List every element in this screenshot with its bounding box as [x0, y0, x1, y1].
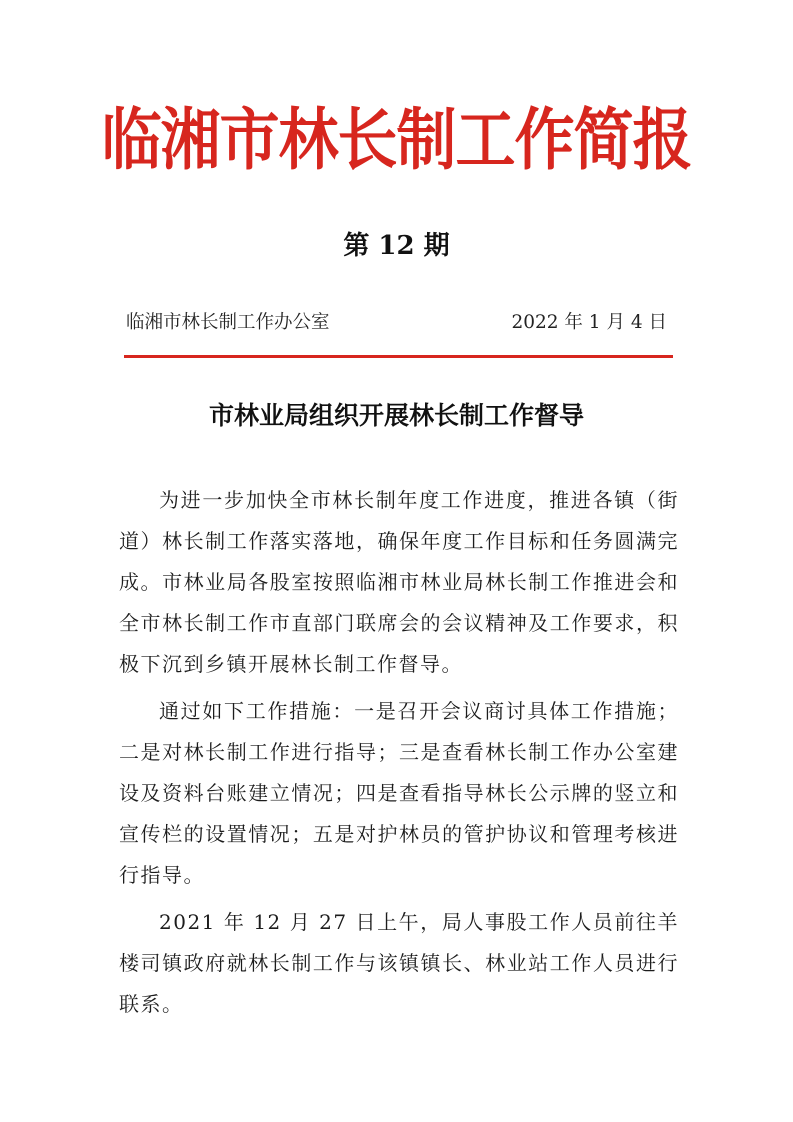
issue-number: 第 12 期 — [343, 231, 450, 261]
bulletin-masthead: 临湘市林长制工作简报 — [101, 101, 692, 180]
issue-date: 2022 年 1 月 4 日 — [511, 312, 667, 333]
paragraph-1: 为进一步加快全市林长制年度工作进度，推进各镇（街道）林长制工作落实落地，确保年度工作目标和任务圆满完成。市林业局各股室按照临湘市林业局林长制工作推进会和全市林长制工作市直部门联席会的会议精神及工作要求，积极下沉到乡镇开展林长制工作督导。 — [119, 488, 679, 676]
issuing-office: 临湘市林长制工作办公室 — [126, 312, 330, 333]
paragraph-2: 通过如下工作措施：一是召开会议商讨具体工作措施；二是对林长制工作进行指导；三是查看林长制工作办公室建设及资料台账建立情况；四是查看指导林长公示牌的竖立和宣传栏的设置情况；五是对护林员的管护协议和管理考核进行指导。 — [119, 699, 679, 887]
header-divider — [124, 355, 673, 358]
article-body — [119, 480, 679, 1031]
article-title: 市林业局组织开展林长制工作督导 — [208, 401, 584, 430]
paragraph-3: 2021 年 12 月 27 日上午，局人事股工作人员前往羊楼司镇政府就林长制工作与该镇镇长、林业站工作人员进行联系。 — [119, 910, 679, 1016]
